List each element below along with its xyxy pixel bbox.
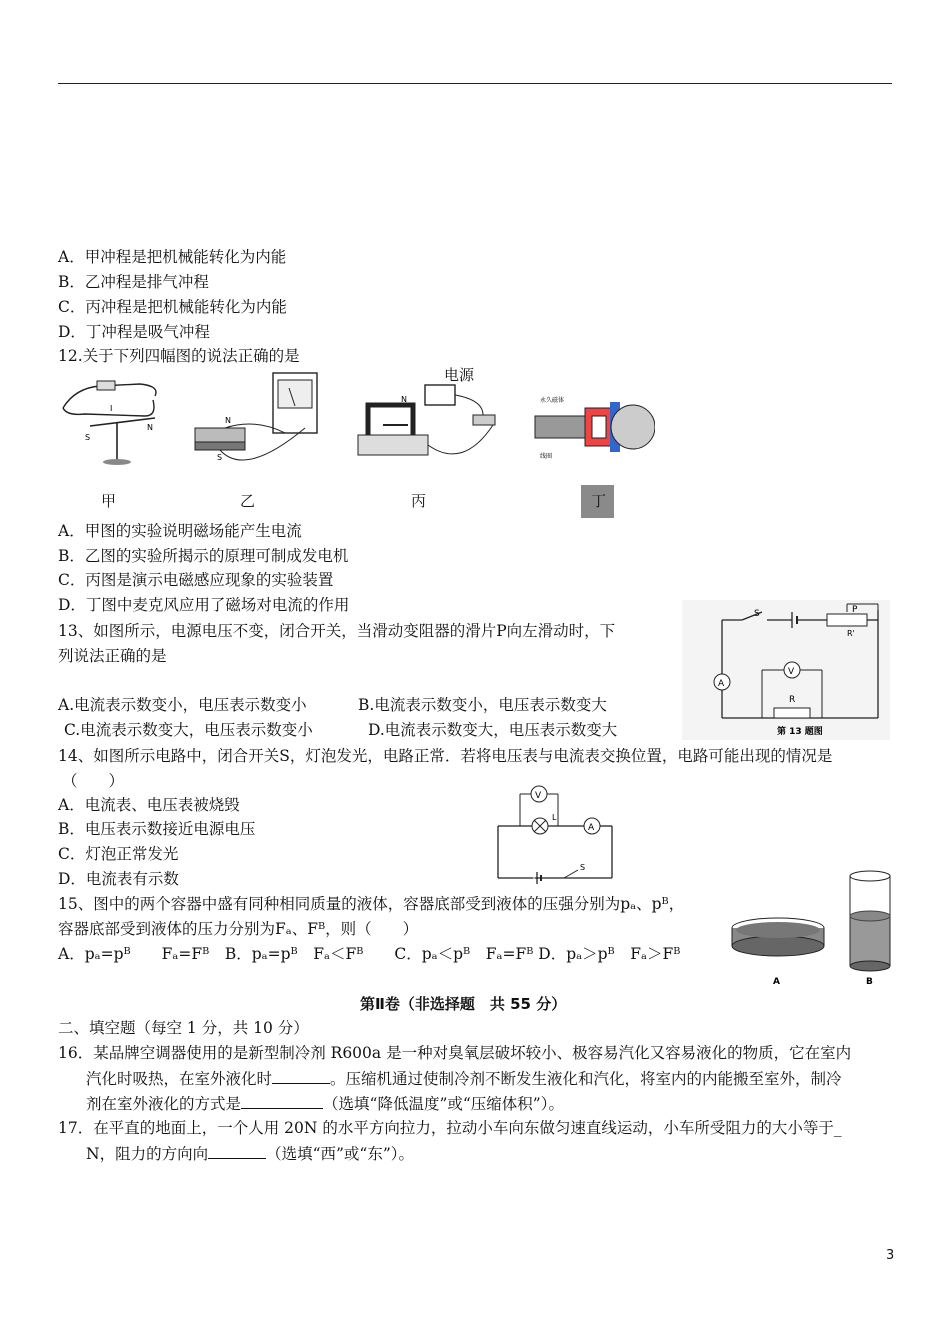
svg-text:N: N <box>401 395 407 404</box>
figure-14-circuit <box>492 778 620 886</box>
q17-line2 <box>86 1144 414 1163</box>
svg-text:S: S <box>217 453 223 462</box>
svg-text:I: I <box>110 404 113 413</box>
svg-text:N: N <box>225 416 231 425</box>
q14-stem-line1: 14、如图所示电路中，闭合开关S，灯泡发光，电路正常．若将电压表与电流表交换位置，电路可能出现的情况是 <box>58 747 833 765</box>
q13-stem-line1: 13、如图所示，电源电压不变，闭合开关，当滑动变阻器的滑片P向左滑动时，下 <box>58 622 616 640</box>
svg-text:V: V <box>788 667 795 677</box>
figure-15-label-a: A <box>773 977 780 987</box>
q15-options: A．pₐ=pᴮ Fₐ=Fᴮ B．pₐ=pᴮ Fₐ＜Fᴮ C．pₐ＜pᴮ Fₐ=Fᴮ D．pₐ＞pᴮ Fₐ＞Fᴮ <box>58 945 681 963</box>
q11-option-d: D．丁冲程是吸气冲程 <box>58 323 210 341</box>
svg-text:线圈: 线圈 <box>540 453 553 460</box>
svg-text:P: P <box>852 605 858 615</box>
svg-text:V: V <box>535 791 542 801</box>
svg-text:L: L <box>552 813 557 822</box>
q11-option-a: A．甲冲程是把机械能转化为内能 <box>58 248 287 266</box>
q14-option-b: B．电压表示数接近电源电压 <box>58 820 256 838</box>
q11-option-c: C．丙冲程是把机械能转化为内能 <box>58 298 287 316</box>
fig-label-jia: 甲 <box>101 492 117 510</box>
q16-blank-2[interactable] <box>241 1094 323 1109</box>
q17-blank[interactable] <box>208 1144 266 1159</box>
q13-option-c: C.电流表示数变大，电压表示数变小 <box>64 721 313 739</box>
figure-15-label-b: B <box>866 977 873 987</box>
header-rule <box>58 83 892 84</box>
q13-option-a: A.电流表示数变小，电压表示数变小 <box>58 696 307 714</box>
q16-line2-b: 。压缩机通过使制冷剂不断发生液化和汽化，将室内的内能搬至室外，制冷 <box>330 1070 842 1088</box>
q14-option-c: C．灯泡正常发光 <box>58 845 179 863</box>
section-2-title: 第Ⅱ卷（非选择题 共 55 分） <box>360 995 567 1013</box>
q14-option-d: D．电流表有示数 <box>58 870 179 888</box>
q12-option-a: A．甲图的实验说明磁场能产生电流 <box>58 522 302 540</box>
fig-label-bing: 丙 <box>411 492 427 510</box>
figure-13-caption: 第 13 题图 <box>777 727 823 737</box>
q17-line2-b: （选填“西”或“东”）。 <box>266 1145 415 1163</box>
figure-13-circuit <box>682 600 890 740</box>
q12-stem: 12.关于下列四幅图的说法正确的是 <box>58 347 300 365</box>
q16-line3-a: 剂在室外液化的方式是 <box>86 1095 242 1113</box>
q13-option-b: B.电流表示数变小，电压表示数变大 <box>358 696 607 714</box>
q16-line3-b: （选填“降低温度”或“压缩体积”）。 <box>323 1095 564 1113</box>
q16-blank-1[interactable] <box>272 1069 330 1084</box>
section-2-part: 二、填空题（每空 1 分，共 10 分） <box>58 1019 309 1037</box>
svg-text:A: A <box>588 823 595 833</box>
figure-bing-motor-setup <box>353 380 513 475</box>
fig-label-ding-box <box>581 485 614 518</box>
figure-jia-compass-wire <box>55 378 170 473</box>
q12-option-d: D．丁图中麦克风应用了磁场对电流的作用 <box>58 596 350 614</box>
figure-yi-galvanometer <box>185 368 325 480</box>
q14-option-a: A．电流表、电压表被烧毁 <box>58 796 240 814</box>
fig-label-ding: 丁 <box>591 492 607 510</box>
svg-text:R': R' <box>847 629 855 638</box>
q16-line3 <box>86 1094 564 1113</box>
svg-text:N: N <box>147 423 153 432</box>
q16-line2-a: 汽化时吸热，在室外液化时 <box>86 1070 273 1088</box>
q12-option-c: C．丙图是演示电磁感应现象的实验装置 <box>58 571 334 589</box>
q16-line2 <box>86 1069 842 1088</box>
q17-line1: 17．在平直的地面上，一个人用 20N 的水平方向拉力，拉动小车向东做匀速直线运动，小车所受阻力的大小等于_ <box>58 1119 842 1137</box>
q11-option-b: B．乙冲程是排气冲程 <box>58 273 209 291</box>
power-source-label: 电源 <box>444 366 475 384</box>
q12-option-b: B．乙图的实验所揭示的原理可制成发电机 <box>58 547 349 565</box>
q14-stem-line2: （ ） <box>62 772 125 790</box>
svg-text:永久磁体: 永久磁体 <box>540 397 565 404</box>
q15-stem-line2: 容器底部受到液体的压力分别为Fₐ、Fᴮ，则（ ） <box>58 920 419 938</box>
svg-text:S: S <box>754 609 760 619</box>
q15-stem-line1: 15、图中的两个容器中盛有同种相同质量的液体，容器底部受到液体的压强分别为pₐ、pᴮ， <box>58 895 685 913</box>
q13-option-d: D.电流表示数变大，电压表示数变大 <box>368 721 618 739</box>
q16-line1: 16．某品牌空调器使用的是新型制冷剂 R600a 是一种对臭氧层破坏较小、极容易汽化又容易液化的物质，它在室内 <box>58 1044 852 1062</box>
svg-text:S: S <box>85 433 91 442</box>
svg-text:A: A <box>718 679 725 689</box>
q13-stem-line2: 列说法正确的是 <box>58 647 167 665</box>
fig-label-yi: 乙 <box>240 492 256 510</box>
svg-text:R: R <box>789 695 796 705</box>
figure-ding-microphone <box>530 388 655 466</box>
figure-15-containers <box>728 868 898 988</box>
svg-text:S: S <box>580 863 586 872</box>
q17-line2-a: N，阻力的方向向 <box>86 1145 209 1163</box>
page-number: 3 <box>886 1248 895 1263</box>
